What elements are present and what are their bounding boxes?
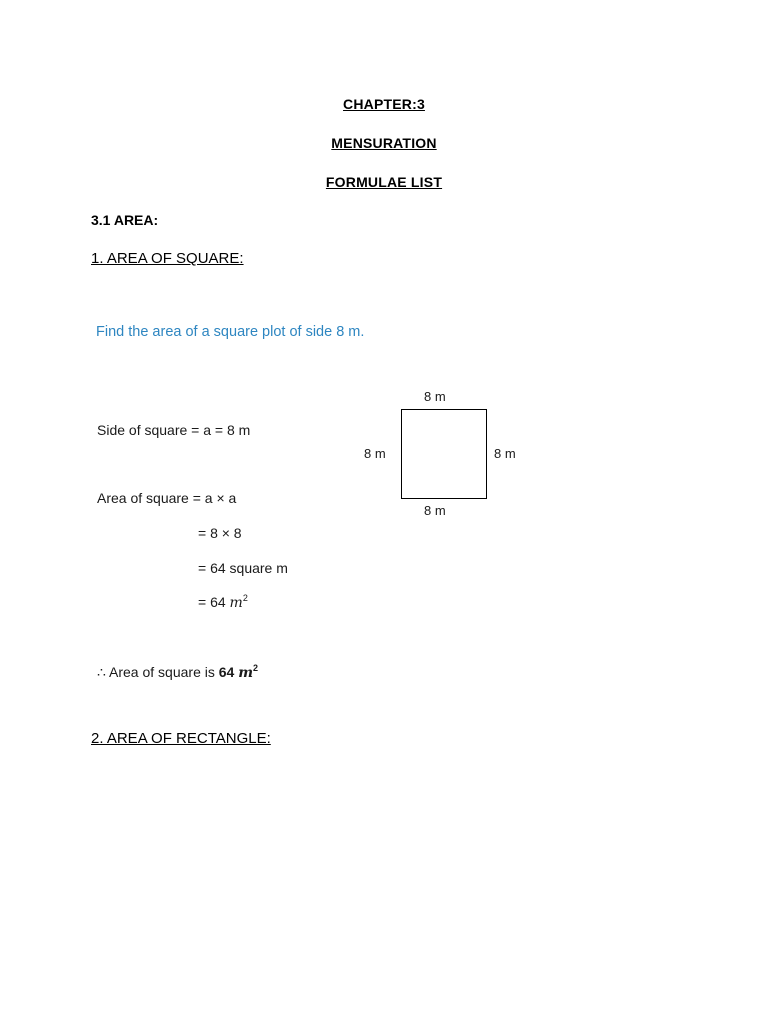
square-shape [401, 409, 487, 499]
rectangle-area-heading: 2. AREA OF RECTANGLE: [91, 730, 271, 747]
calculation-step-3 [198, 594, 248, 611]
area-formula-line: Area of square = a × a [97, 490, 237, 506]
right-side-label: 8 m [494, 446, 516, 461]
side-of-square-line: Side of square = a = 8 m [97, 422, 251, 438]
square-area-heading: 1. AREA OF SQUARE: [91, 250, 244, 267]
conclusion-prefix: ∴ Area of square is [97, 664, 219, 680]
bottom-side-label: 8 m [424, 503, 446, 518]
formulae-list-heading: FORMULAE LIST [325, 174, 443, 190]
conclusion-value: 64 [218, 664, 239, 680]
calculation-step-1: = 8 × 8 [198, 525, 242, 541]
subject-heading: MENSURATION [331, 135, 437, 151]
example-question: Find the area of a square plot of side 8 m. [96, 324, 365, 340]
conclusion-line [97, 664, 258, 681]
section-title: 3.1 AREA: [91, 212, 159, 228]
calculation-step-2: = 64 square m [198, 560, 288, 576]
conclusion-power: 2 [253, 663, 259, 673]
top-side-label: 8 m [424, 389, 446, 404]
step3-prefix: = 64 [198, 594, 230, 610]
square-figure [360, 386, 530, 521]
chapter-heading: CHAPTER:3 [343, 96, 425, 112]
left-side-label: 8 m [364, 446, 386, 461]
step3-power: 2 [242, 593, 248, 603]
step3-unit: m [229, 595, 243, 611]
conclusion-unit: m [238, 665, 254, 681]
